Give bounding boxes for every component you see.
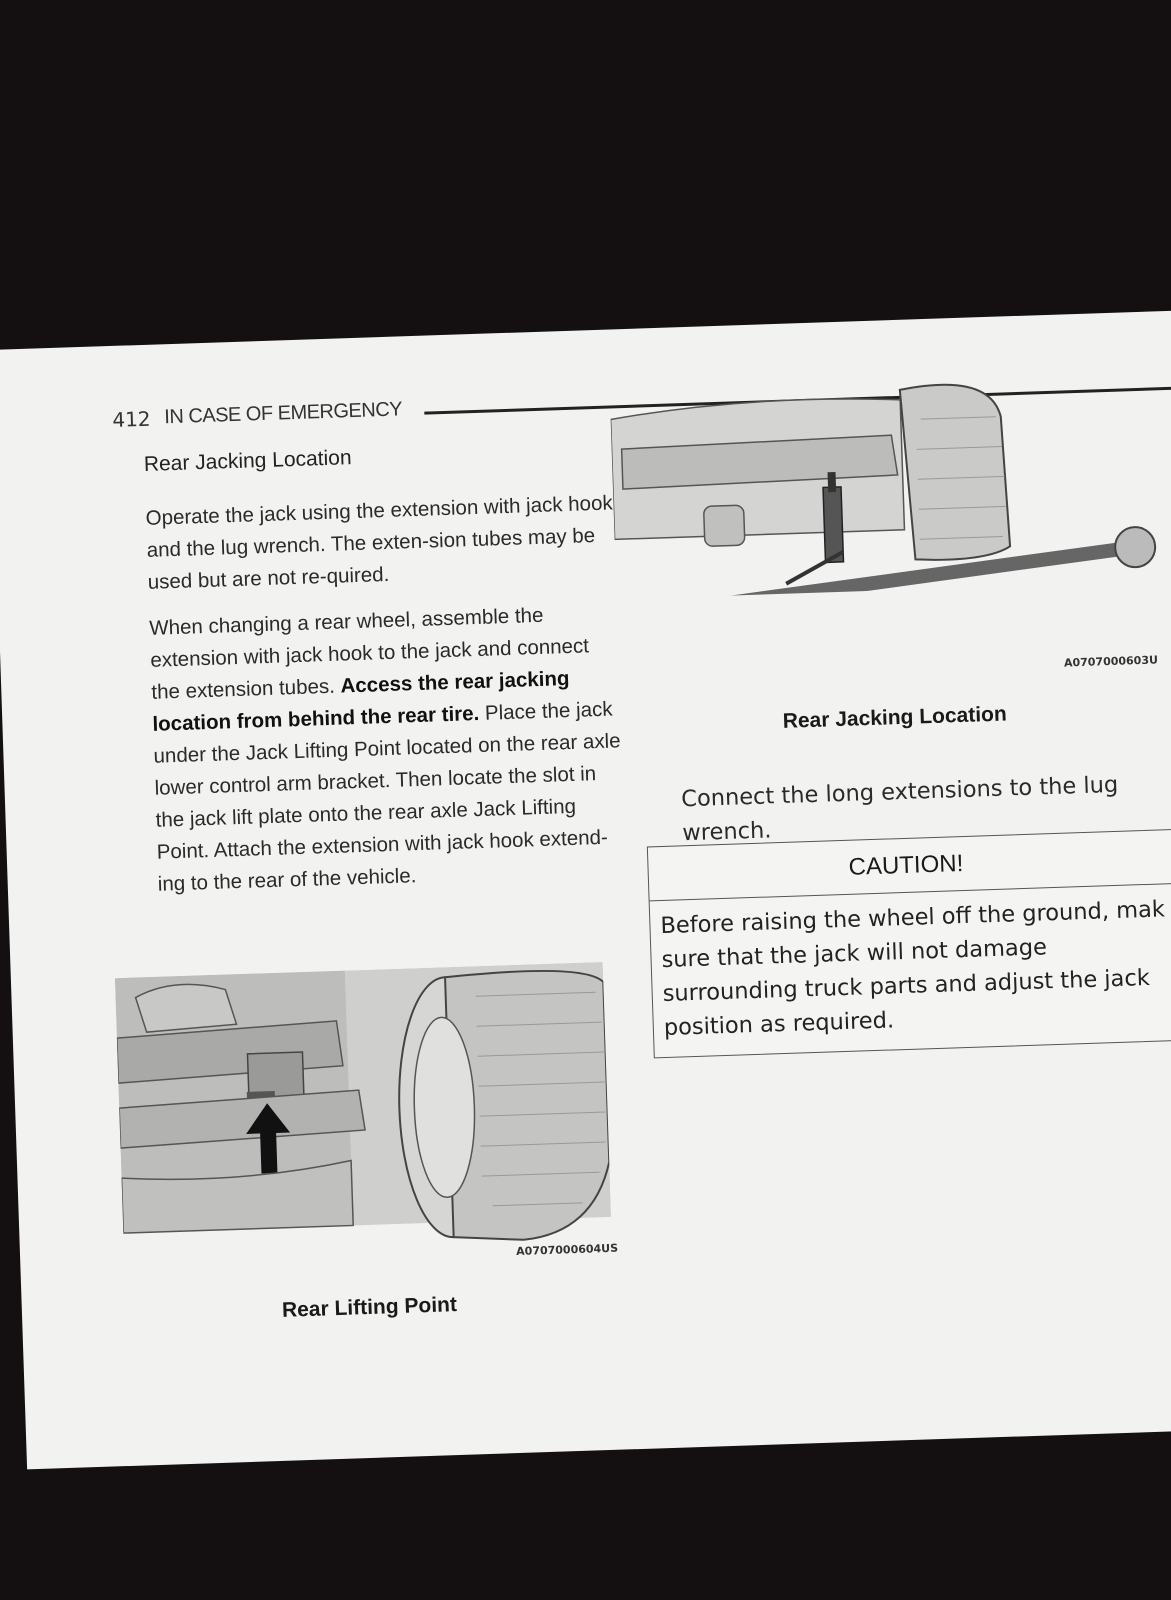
rear-jacking-location-figure (610, 370, 1171, 670)
paragraph-operate-jack: Operate the jack using the extension with jack hook and the lug wrench. The exten-sion tubes may be used but are not re-quired. (145, 491, 614, 594)
connect-extensions-text: Connect the long extensions to the lug wrench. (680, 771, 1119, 846)
caution-line: sure that the jack will not damage (661, 934, 1048, 974)
rear-jacking-illustration (610, 370, 1171, 600)
figure-code: A0707000603U (1063, 653, 1159, 670)
subhead-rear-jacking: Rear Jacking Location (143, 446, 352, 476)
left-column (143, 437, 628, 914)
page-number: 412 (111, 406, 151, 432)
caution-line: Before raising the wheel off the ground, mak (660, 896, 1166, 940)
caution-line: surrounding truck parts and adjust the jack (662, 964, 1151, 1008)
paragraph-text: When changing a rear wheel, assemble the extension with jack hook to the jack and connect the extension tubes. (148, 603, 590, 704)
caution-body (650, 882, 1171, 1054)
manual-page (0, 310, 1171, 1469)
caption-rear-jacking-location: Rear Jacking Location (782, 702, 1008, 733)
section-title: IN CASE OF EMERGENCY (163, 398, 403, 429)
paragraph-changing-rear-wheel (149, 597, 628, 900)
paragraph-text: Place the jack under the Jack Lifting Point located on the rear axle lower control arm bracket. Then locate the slot in the jack lift plate onto the rear axle Jack Lifting Point. Attach the extension with jack hook extend-ing to the rear of the vehicle. (153, 697, 621, 896)
caption-rear-lifting-point: Rear Lifting Point (281, 1293, 458, 1322)
caution-title: CAUTION! (648, 828, 1171, 902)
rear-lifting-illustration (115, 962, 613, 1278)
caution-line: position as required. (663, 1007, 895, 1042)
figure-code: A0707000604US (515, 1241, 619, 1259)
caution-box (647, 827, 1171, 1059)
rear-lifting-point-figure (115, 962, 619, 1278)
paragraph-bold-text: Access the rear jacking location from behind the rear tire. (152, 666, 570, 736)
